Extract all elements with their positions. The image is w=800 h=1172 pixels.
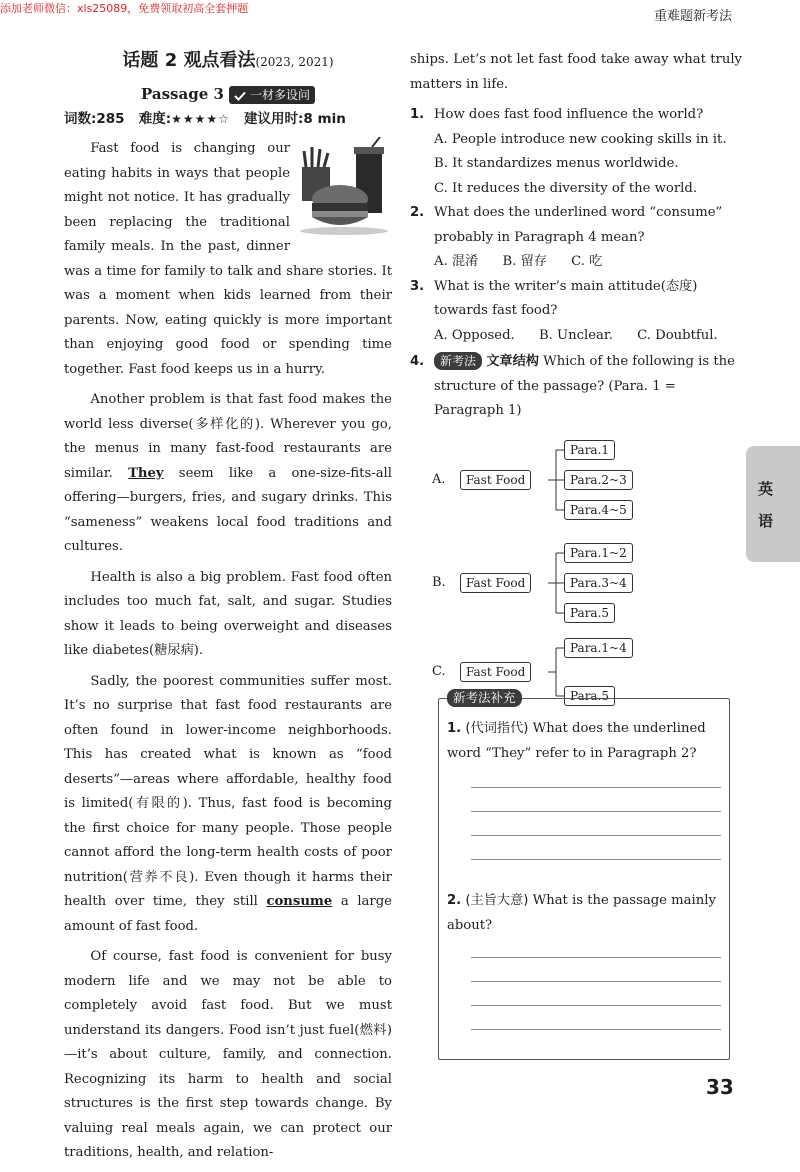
branch-box: Para.2~3 [564, 470, 633, 490]
answer-line[interactable] [471, 787, 721, 788]
subject-side-tab [746, 446, 800, 562]
topic-title [64, 48, 392, 75]
option-label: A. [432, 471, 446, 487]
underlined-word-they: They [128, 465, 164, 481]
question-type: (代词指代) [465, 721, 529, 736]
underlined-word-consume: consume [266, 894, 333, 909]
left-column [64, 48, 392, 1172]
q2-options [410, 250, 742, 275]
q3-option-b[interactable]: B. Unclear. [538, 327, 613, 343]
passage-meta [64, 107, 392, 131]
root-box: Fast Food [460, 662, 531, 682]
question-3 [410, 275, 742, 324]
q1-option-c[interactable]: C. It reduces the diversity of the world. [434, 180, 698, 196]
answer-line[interactable] [471, 859, 721, 860]
paragraph-2-end: seem like a one-size-fits-all offering—burgers, fries, and sugary drinks. This “sameness” weakens local food traditions and cultures. [64, 465, 392, 554]
question-2 [410, 201, 742, 250]
paragraph-1-text: Fast food is changing our eating habits in ways that people might not notice. It has gradually been replacing the traditional family meals. In the past, dinner was a time for family to talk and share stories. It was a moment when kids learned from their parents. Now, eating quickly is more important than enjoying good food or spending time together. Fast food keeps us in a hurry. [64, 141, 392, 377]
answer-line[interactable] [471, 811, 721, 812]
side-tab-char: 英 [758, 480, 774, 498]
difficulty-label: 难度: [138, 111, 172, 127]
q3-option-a[interactable]: A. Opposed. [434, 327, 515, 343]
option-label: B. [432, 574, 446, 590]
running-header: 重难题新考法 [654, 9, 733, 24]
topic-title-text: 话题 2 观点看法 [122, 50, 256, 71]
paragraph-2 [64, 388, 392, 560]
supplement-question-1 [447, 717, 721, 766]
supplement-header: 新考法补充 [447, 689, 522, 707]
question-1 [410, 103, 742, 128]
branch-box: Para.5 [564, 603, 615, 623]
q2-option-b[interactable]: B. 留存 [502, 254, 547, 269]
structure-option-b[interactable] [432, 541, 742, 636]
answer-line[interactable] [471, 957, 721, 958]
new-method-tag: 新考法 [434, 352, 482, 370]
q2-option-a[interactable]: A. 混淆 [434, 254, 479, 269]
question-number: 1. [447, 721, 462, 736]
word-count: 词数:285 [64, 111, 125, 127]
q1-option-a[interactable]: A. People introduce new cooking skills in it. [434, 131, 727, 147]
q3-options [410, 324, 742, 349]
question-type: (主旨大意) [465, 893, 529, 908]
branch-box: Para.1~2 [564, 543, 633, 563]
passage-name: Passage 3 [141, 85, 224, 103]
question-number: 1. [410, 107, 425, 122]
topic-years: (2023, 2021) [255, 55, 334, 69]
root-box: Fast Food [460, 470, 531, 490]
question-4 [410, 350, 742, 424]
answer-line[interactable] [471, 1005, 721, 1006]
suggested-time: 建议用时:8 min [244, 111, 346, 127]
branch-box: Para.3~4 [564, 573, 633, 593]
q3-option-c[interactable]: C. Doubtful. [637, 327, 718, 343]
branch-box: Para.1 [564, 440, 615, 460]
paragraph-5: Of course, fast food is convenient for busy modern life and we may not be able to completely avoid fast food. But we must understand its dangers. Food isn’t just fuel(燃料)—it’s about culture, family, and connection. Recognizing its harm to health and social structures is the first step towards change. By valuing real meals again, we can protect our traditions, health, and relation- [64, 949, 392, 1160]
answer-line[interactable] [471, 1029, 721, 1030]
paragraph-1 [64, 137, 392, 382]
paragraph-4-end: a large amount of fast food. [64, 894, 392, 934]
fast-food-illustration [296, 137, 392, 237]
paragraph-3: Health is also a big problem. Fast food often includes too much fat, salt, and sugar. Studies show it leads to being overweight and diseases like diabetes(糖尿病). [64, 569, 392, 658]
question-number: 4. [410, 354, 425, 369]
question-text: What does the underlined word “They” refer to in Paragraph 2? [447, 721, 706, 761]
page-number: 33 [706, 1075, 734, 1099]
paragraph-2-start: Another problem is that fast food makes the world less diverse(多样化的). Wherever you go, the menus in many fast-food restaurants are similar. [64, 392, 392, 481]
structure-option-a[interactable] [432, 438, 742, 533]
branch-box: Para.4~5 [564, 500, 633, 520]
branch-box: Para.5 [564, 686, 615, 706]
passage-label [64, 83, 392, 105]
paragraph-4 [64, 670, 392, 940]
paragraph-5-continued: ships. Let’s not let fast food take away what truly matters in life. [410, 52, 742, 92]
watermark-text: 添加老师微信：xls25089，免费领取初高全套押题 [0, 2, 249, 15]
answer-line[interactable] [471, 981, 721, 982]
right-column [410, 48, 742, 710]
question-text: What does the underlined word “consume” probably in Paragraph 4 mean? [434, 205, 723, 245]
question-text: What is the writer’s main attitude(态度) towards fast food? [434, 278, 698, 318]
q1-option-b[interactable]: B. It standardizes menus worldwide. [434, 156, 679, 171]
root-box: Fast Food [460, 573, 531, 593]
difficulty-stars: ★★★★☆ [171, 112, 230, 126]
question-number: 2. [410, 205, 425, 220]
supplement-question-2 [447, 889, 721, 938]
option-label: C. [432, 663, 446, 679]
question-text: Which of the following is the structure of the passage? (Para. 1 = Paragraph 1) [434, 354, 735, 418]
check-icon [234, 91, 246, 101]
question-keyword: 文章结构 [486, 354, 539, 369]
answer-line[interactable] [471, 835, 721, 836]
question-text: What is the passage mainly about? [447, 893, 716, 933]
passage-tag [229, 86, 315, 104]
question-number: 2. [447, 893, 462, 908]
question-text: How does fast food influence the world? [434, 107, 704, 122]
paragraph-4-start: Sadly, the poorest communities suffer most. It’s no surprise that fast food restaurants are often found in lower-income neighborhoods. This has created what is known as “food deserts”—areas where affordable, healthy food is limited(有限的). Thus, fast food is becoming the first choice for many people. Those people cannot afford the long-term health costs of poor nutrition(营养不良). Even though it harms their health over time, they still [64, 673, 392, 909]
q2-option-c[interactable]: C. 吃 [571, 254, 603, 269]
side-tab-char: 语 [758, 512, 774, 530]
passage-tag-text: 一材多设问 [249, 88, 310, 102]
question-number: 3. [410, 278, 425, 294]
branch-box: Para.1~4 [564, 638, 633, 658]
